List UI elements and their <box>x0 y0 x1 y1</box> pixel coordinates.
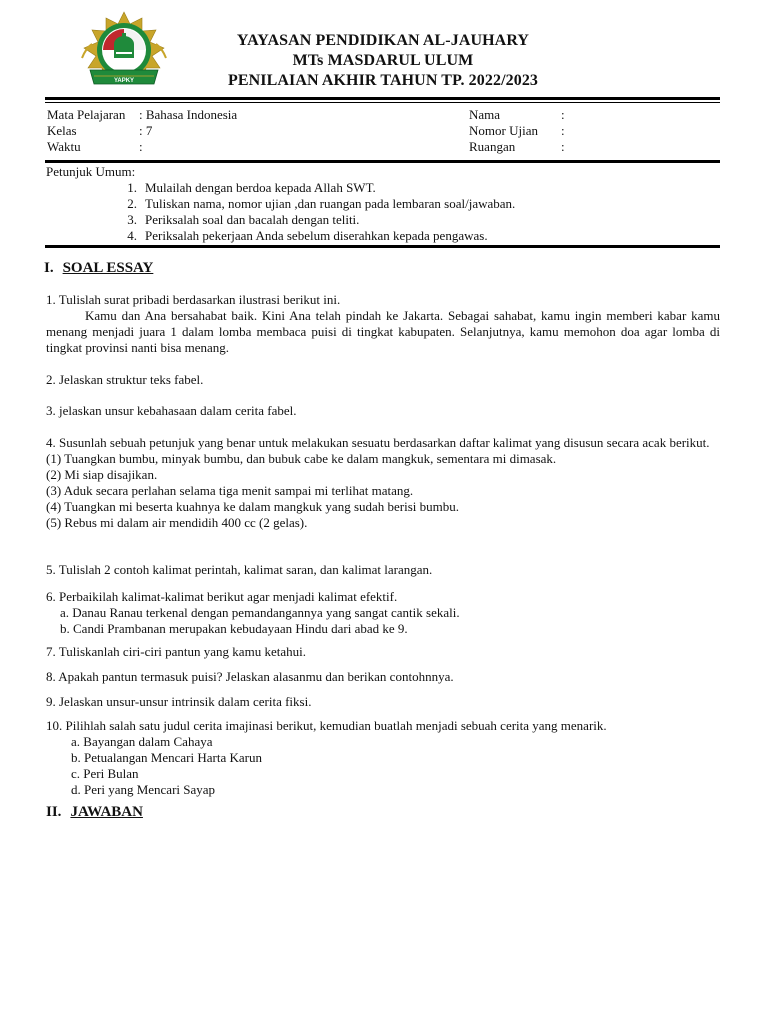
question-text: 3. jelaskan unsur kebahasaan dalam cerita fabel. <box>46 403 297 418</box>
instruction-text: Mulailah dengan berdoa kepada Allah SWT. <box>145 180 376 195</box>
instruction-item <box>46 196 720 212</box>
instruction-text: Tuliskan nama, nomor ujian ,dan ruangan pada lembaran soal/jawaban. <box>145 196 516 211</box>
school-logo-emblem <box>72 10 176 92</box>
logo-banner-text: YAPKY <box>113 78 135 84</box>
question-text: 2. Jelaskan struktur teks fabel. <box>46 372 204 387</box>
section-title: JAWABAN <box>70 804 143 820</box>
header-divider-thin <box>45 102 720 103</box>
question-text: 1. Tulislah surat pribadi berdasarkan ilustrasi berikut ini. <box>46 292 341 307</box>
list-item: a. Bayangan dalam Cahaya <box>71 734 213 749</box>
exam-title: PENILAIAN AKHIR TAHUN TP. 2022/2023 <box>227 72 539 89</box>
name-label: Nama <box>469 107 501 122</box>
exam-info-right <box>469 107 565 155</box>
instruction-item <box>46 228 720 244</box>
section-heading-answers <box>46 803 143 821</box>
list-item: (1) Tuangkan bumbu, minyak bumbu, dan bubuk cabe ke dalam mangkuk, sementara mi dimasak. <box>46 451 557 466</box>
list-item: (4) Tuangkan mi beserta kuahnya ke dalam mangkuk yang sudah berisi bumbu. <box>46 499 460 514</box>
question-5 <box>46 562 720 578</box>
section-heading-essay <box>44 259 153 277</box>
question-6 <box>46 589 720 637</box>
question-9 <box>46 694 720 710</box>
room-value: : <box>561 139 565 154</box>
question-illustration: Kamu dan Ana bersahabat baik. Kini Ana telah pindah ke Jakarta. Sebagai sahabat, kamu ingin memberi kabar kamu menang menjadi juara 1 dalam lomba membaca puisi di tingkat kabupaten. Selanjutnya, kamu memohon doa agar lomba di tingkat provinsi nanti bisa menang. <box>46 308 720 355</box>
list-item: b. Petualangan Mencari Harta Karun <box>71 750 262 765</box>
question-7 <box>46 644 720 660</box>
exam-info-left <box>47 107 237 155</box>
info-divider <box>45 160 720 163</box>
time-value: : <box>139 139 143 154</box>
question-text: 9. Jelaskan unsur-unsur intrinsik dalam cerita fiksi. <box>46 694 312 709</box>
header-titles <box>168 31 598 91</box>
school-name: MTs MASDARUL ULUM <box>292 52 474 69</box>
question-text: 5. Tulislah 2 contoh kalimat perintah, kalimat saran, dan kalimat larangan. <box>46 562 433 577</box>
exam-number-value: : <box>561 123 565 138</box>
instructions-divider <box>45 245 720 248</box>
question-text: 4. Susunlah sebuah petunjuk yang benar untuk melakukan sesuatu berdasarkan daftar kalimat yang disusun secara acak berikut. <box>46 435 710 450</box>
question-8 <box>46 669 720 685</box>
general-instructions <box>46 164 720 244</box>
question-2 <box>46 372 720 388</box>
instruction-number: 3. <box>127 212 137 227</box>
question-text: 6. Perbaikilah kalimat-kalimat berikut agar menjadi kalimat efektif. <box>46 589 398 604</box>
subject-label: Mata Pelajaran <box>47 107 126 122</box>
name-value: : <box>561 107 565 122</box>
question-1 <box>46 292 720 356</box>
list-item: b. Candi Prambanan merupakan kebudayaan Hindu dari abad ke 9. <box>60 621 408 636</box>
instruction-text: Periksalah pekerjaan Anda sebelum diserahkan kepada pengawas. <box>145 228 488 243</box>
list-item: a. Danau Ranau terkenal dengan pemandangannya yang sangat cantik sekali. <box>60 605 460 620</box>
list-item: (3) Aduk secara perlahan selama tiga menit sampai mi terlihat matang. <box>46 483 414 498</box>
question-text: 10. Pilihlah salah satu judul cerita imajinasi berikut, kemudian buatlah menjadi sebuah cerita yang menarik. <box>46 718 607 733</box>
instruction-item <box>46 212 720 228</box>
question-text: 8. Apakah pantun termasuk puisi? Jelaskan alasanmu dan berikan contohnnya. <box>46 669 454 684</box>
room-label: Ruangan <box>469 139 516 154</box>
list-item: (5) Rebus mi dalam air mendidih 400 cc (2 gelas). <box>46 515 308 530</box>
question-3 <box>46 403 720 419</box>
instruction-number: 2. <box>127 196 137 211</box>
subject-value: : Bahasa Indonesia <box>139 107 238 122</box>
question-4 <box>46 435 720 531</box>
list-item: (2) Mi siap disajikan. <box>46 467 158 482</box>
section-number: II. <box>46 804 62 820</box>
section-number: I. <box>44 260 54 276</box>
instruction-text: Periksalah soal dan bacalah dengan teliti. <box>145 212 360 227</box>
instructions-title: Petunjuk Umum: <box>46 164 136 179</box>
list-item: d. Peri yang Mencari Sayap <box>71 782 216 797</box>
section-title: SOAL ESSAY <box>62 260 154 276</box>
class-value: : 7 <box>139 123 153 138</box>
school-logo <box>72 10 176 92</box>
instruction-number: 1. <box>127 180 137 195</box>
instruction-item <box>46 180 720 196</box>
header-divider <box>45 97 720 100</box>
instructions-list <box>46 180 720 244</box>
foundation-name: YAYASAN PENDIDIKAN AL-JAUHARY <box>236 32 530 49</box>
question-text: 7. Tuliskanlah ciri-ciri pantun yang kamu ketahui. <box>46 644 306 659</box>
time-label: Waktu <box>47 139 81 154</box>
exam-number-label: Nomor Ujian <box>469 123 538 138</box>
list-item: c. Peri Bulan <box>71 766 139 781</box>
class-label: Kelas <box>47 123 77 138</box>
question-10 <box>46 718 720 798</box>
instruction-number: 4. <box>127 228 137 243</box>
